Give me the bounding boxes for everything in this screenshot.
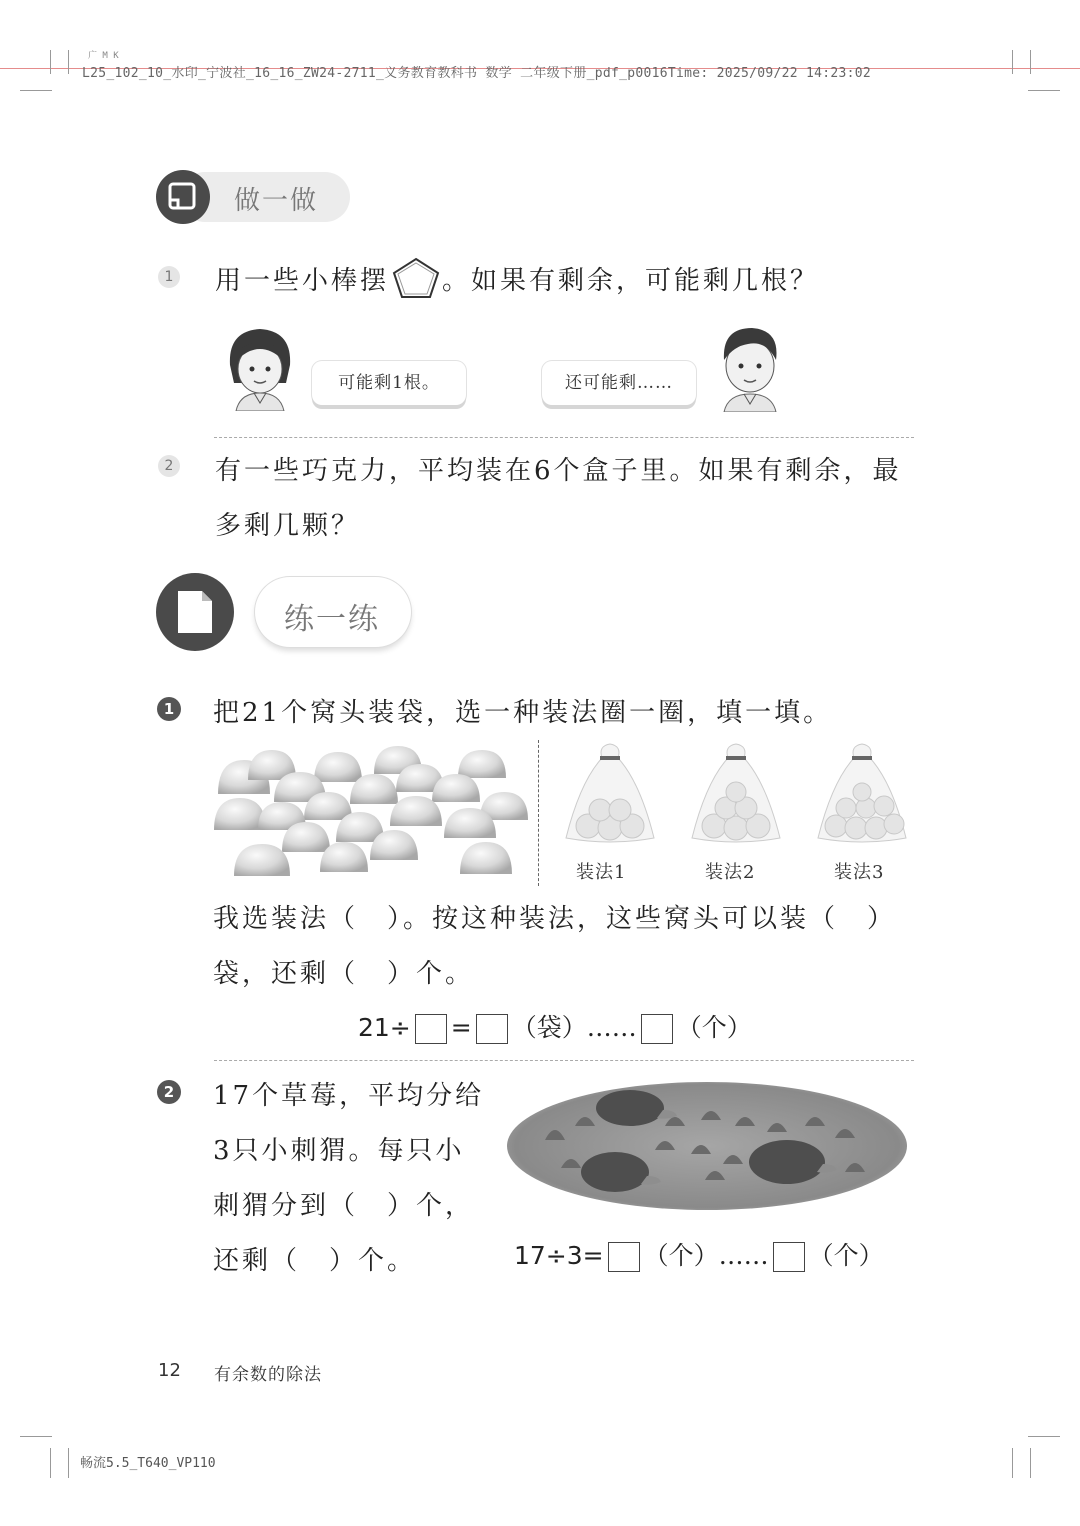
crop-mark [68,1448,69,1478]
print-mini-header: 广 M K [88,51,119,61]
exercise-number: 1 [157,697,181,721]
crop-mark [20,90,52,91]
eq-unit-pieces: （个） [676,1013,752,1042]
divider-dashed [538,740,539,886]
ex2-line-1: 17个草莓，平均分给 [213,1081,485,1111]
girl-avatar [222,325,298,415]
section-practice-title: 练一练 [284,602,380,637]
q2-line-2: 多剩几颗？ [215,511,361,541]
bag-label-3: 装法3 [834,862,885,883]
ex2-line-4: 还剩（ ）个。 [213,1246,417,1276]
section-divider [214,437,914,438]
ex1-equation [358,1008,752,1044]
answer-box-remainder[interactable] [773,1242,805,1272]
answer-box-remainder[interactable] [641,1014,673,1044]
print-footer: 畅流5.5_T640_VP110 [80,1456,216,1471]
question-number: 1 [158,266,180,288]
answer-box-quotient[interactable] [608,1242,640,1272]
crop-mark [1012,50,1013,74]
exercise-number: 2 [157,1080,181,1104]
print-header: L25_102_10_水印_宁波社_16_16_ZW24-2711_义务教育教科书 数学 二年级下册_pdf_p0016Time: 2025/09/22 14:23:02 [82,66,872,81]
q2-line-1: 有一些巧克力，平均装在6个盒子里。如果有剩余，最 [215,456,902,486]
q1-text-a: 用一些小棒摆 [215,266,390,296]
crop-mark [68,50,69,74]
eq-unit-pieces: （个） [808,1241,884,1270]
bag-label-2: 装法2 [705,862,756,883]
bag-label-1: 装法1 [576,862,627,883]
ex1-fill-line-2: 袋，还剩（ ）个。 [213,959,475,989]
answer-box-divisor[interactable] [415,1014,447,1044]
question-number: 2 [158,455,180,477]
chapter-title: 有余数的除法 [214,1365,322,1385]
crop-mark [1012,1448,1013,1478]
document-icon [156,573,234,651]
eq-unit-bags: （袋）…… [511,1013,637,1042]
crop-mark [50,50,51,74]
ex1-fill-line-1: 我选装法（ ）。按这种装法，这些窝头可以装（ ） [213,904,897,934]
ex2-line-2: 3只小刺猬。每只小 [213,1136,465,1166]
ex2-equation [514,1236,884,1272]
pencil-note-icon [156,170,210,224]
crop-mark [1028,1436,1060,1437]
crop-mark [20,1436,52,1437]
section-divider [214,1060,914,1061]
q1-text-b: 。如果有剩余，可能剩几根？ [442,266,820,296]
speech-bubble-girl: 可能剩1根。 [312,361,466,405]
ex2-line-3: 刺猬分到（ ）个， [213,1191,475,1221]
ex1-prompt: 把21个窝头装袋，选一种装法圈一圈，填一填。 [213,698,833,728]
bag-option-3-illustration [812,742,912,850]
steamed-buns-illustration [210,742,530,882]
page-number: 12 [158,1360,181,1381]
answer-box-quotient[interactable] [476,1014,508,1044]
crop-mark [50,1448,51,1478]
boy-avatar [710,322,790,416]
bag-option-2-illustration [686,742,786,850]
bag-option-1-illustration [560,742,660,850]
eq-dividend: 21÷ [358,1013,411,1042]
crop-mark [1030,50,1031,74]
hedgehogs-strawberries-photo [505,1080,910,1212]
eq-unit-pieces: （个）…… [643,1241,769,1270]
speech-bubble-boy: 还可能剩…… [542,361,696,405]
crop-mark [1030,1448,1031,1478]
eq-dividend-divisor: 17÷3= [514,1241,604,1270]
section-do-title: 做一做 [234,186,319,216]
eq-equals: = [450,1013,472,1042]
crop-mark [1028,90,1060,91]
pentagon-icon [390,255,442,305]
